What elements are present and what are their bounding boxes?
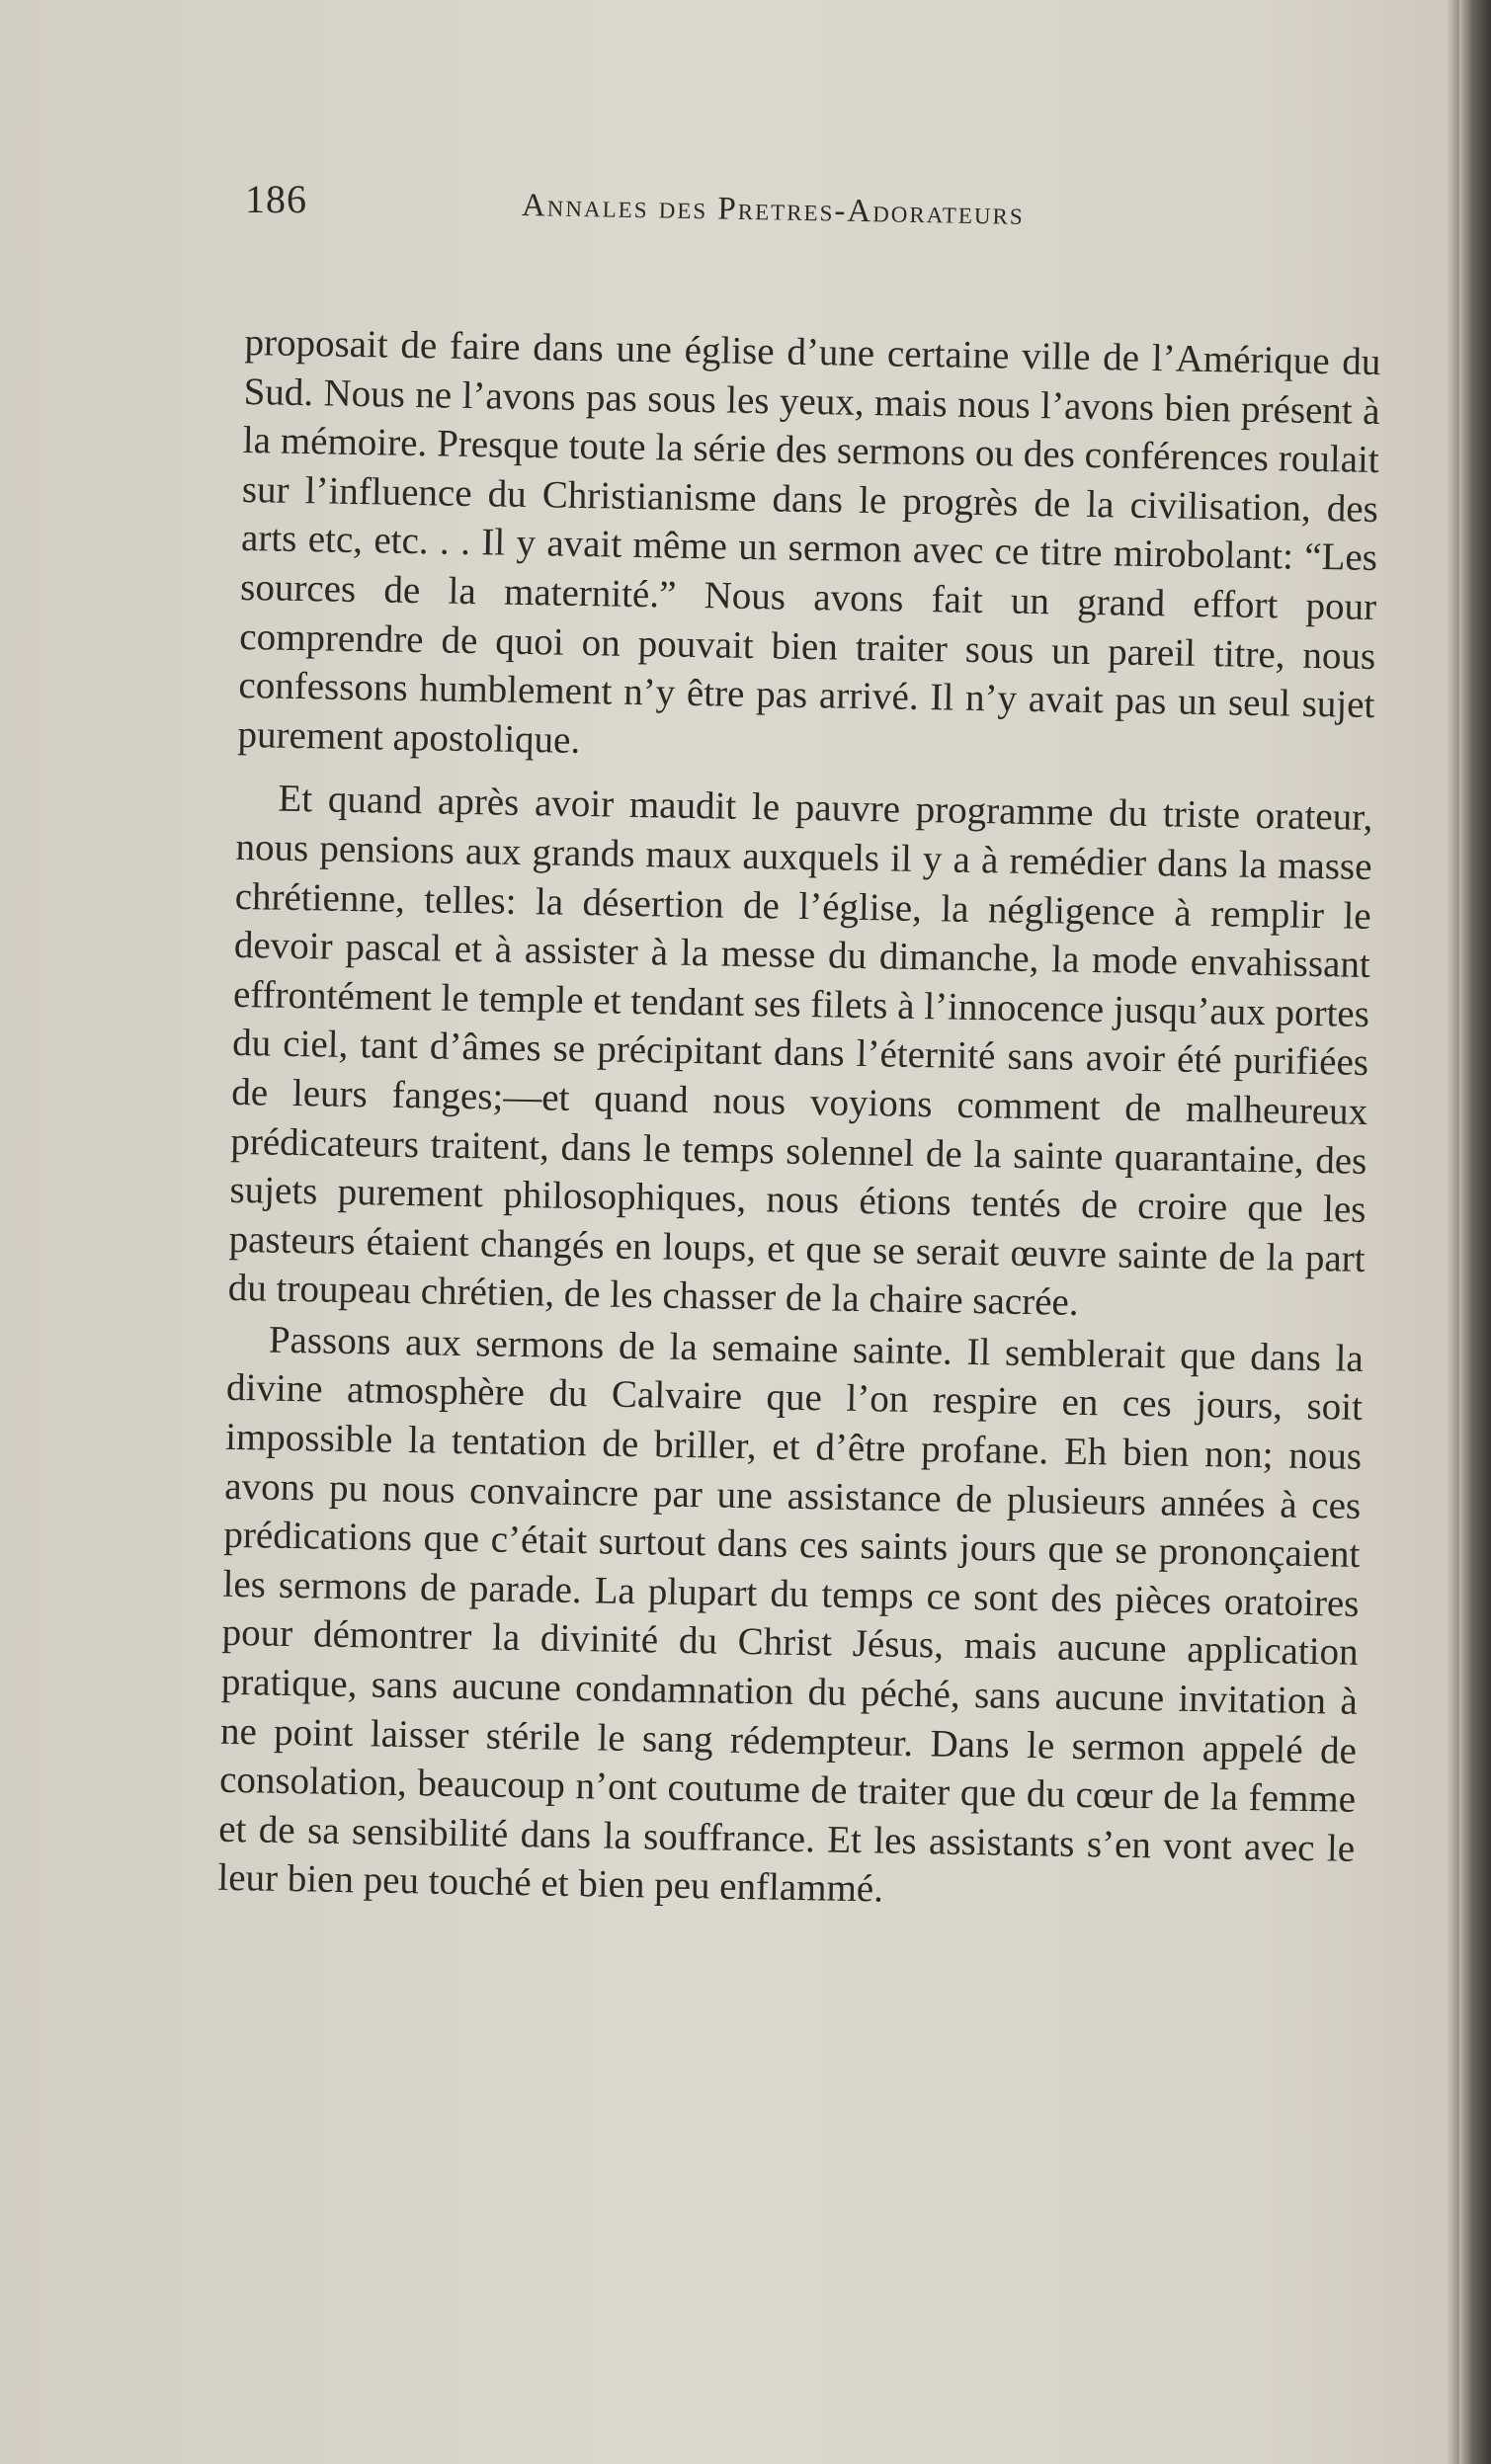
book-spine-shadow — [1459, 0, 1491, 2464]
page-number: 186 — [245, 177, 307, 221]
page-body — [217, 318, 1381, 1923]
paragraph-3: Passons aux sermons de la semaine sainte. Il semblerait que dans la divine atmosphère du Calvaire que l’on respire en ces jours, soit impossible la tentation de briller, et d’être profane. Eh bien non; nous avons pu nous convaincre par une assistance de plusieurs années à ces prédications que c’était surtout dans ces saints jours que se prononçaient les sermons de parade. La plupart du temps ce sont des pièces oratoires pour démontrer la divinité du Christ Jésus, mais aucune application pratique, sans aucune condamnation du péché, sans aucune invitation à ne point laisser stérile le sang rédempteur. Dans le sermon appelé de consolation, beaucoup n’ont coutume de traiter que du cœur de la femme et de sa sensibilité dans la souffrance. Et les assistants s’en vont avec le leur bien peu touché et bien peu enflammé. — [217, 1318, 1365, 1911]
paragraph-2: Et quand après avoir maudit le pauvre programme du triste orateur, nous pensions aux grands maux auxquels il y a à remédier dans la masse chrétienne, telles: la désertion de l’église, la négligence à remplir le devoir pascal et à assister à la messe du dimanche, la mode envahissant effrontément le temple et tendant ses filets à l’innocence jusqu’aux portes du ciel, tant d’âmes se précipitant dans l’éternité sans avoir été purifiées de leurs fanges;—et quand nous voyions comment de malheureux prédicateurs traitent, dans le temps solennel de la sainte quarantaine, des sujets purement philosophiques, nous étions tentés de croire que les pasteurs étaient changés en loups, et que se serait œuvre sainte de la part du troupeau chrétien, de les chasser de la chaire sacrée. — [227, 778, 1373, 1325]
paragraph-1: proposait de faire dans une église d’une certaine ville de l’Amérique du Sud. Nous ne l’avons pas sous les yeux, mais nous l’avons bien présent à la mémoire. Presque toute la série des sermons ou des conférences roulait sur l’influence du Christianisme dans le progrès de la civilisation, des arts etc, etc. . . Il y avait même un sermon avec ce titre mirobolant: “Les sources de la maternité.” Nous avons fait un grand effort pour comprendre de quoi on pouvait bien traiter sous un pareil titre, nous confessons humblement n’y être pas arrivé. Il n’y avait pas un seul sujet purement apostolique. — [237, 320, 1381, 762]
page-header — [245, 176, 1233, 245]
running-title: Annales des Pretres-Adorateurs — [521, 188, 1026, 232]
